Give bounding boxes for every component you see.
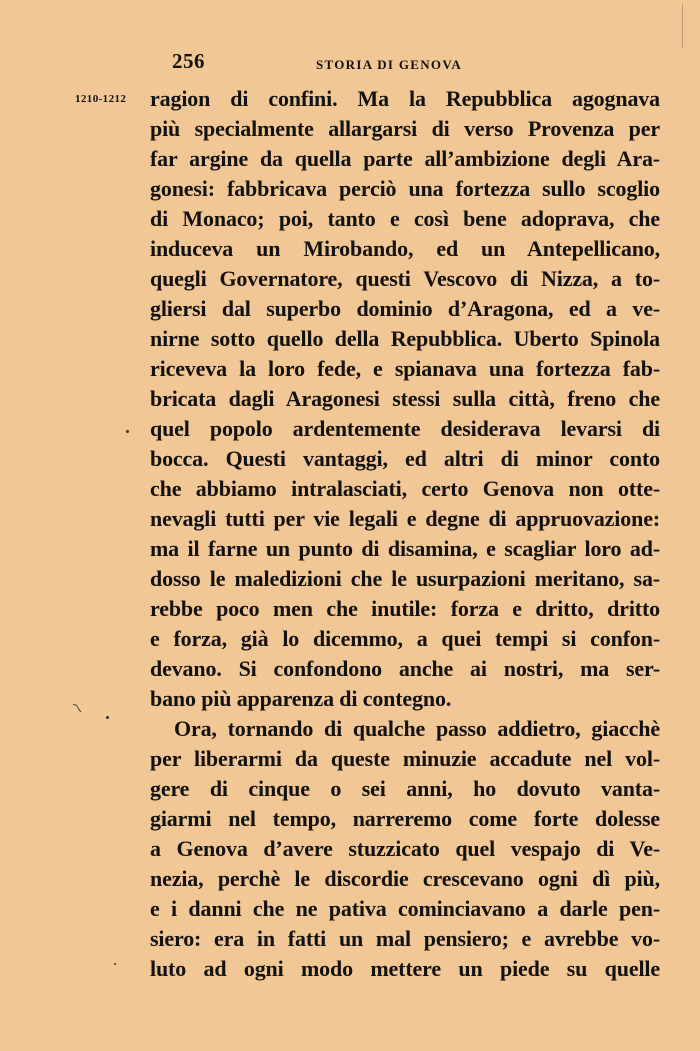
- margin-speck: [106, 716, 109, 719]
- text-line: nevagli tutti per vie legali e degne di appruovazione:: [150, 506, 660, 531]
- page-header: [0, 0, 700, 80]
- text-line: di Monaco; poi, tanto e così bene adoprava, che: [150, 206, 660, 231]
- text-line: più specialmente allargarsi di verso Provenza per: [150, 116, 660, 141]
- text-line: bano più apparenza di contegno.: [150, 686, 452, 711]
- text-line: ragion di confini. Ma la Repubblica agognava: [150, 86, 660, 111]
- text-line: gonesi: fabbricava perciò una fortezza sullo scoglio: [150, 176, 660, 201]
- text-line: gliersi dal superbo dominio d’Aragona, ed a ve-: [150, 296, 660, 321]
- text-line: e i danni che ne pativa cominciavano a darle pen-: [150, 896, 660, 921]
- text-line: far argine da quella parte all’ambizione degli Ara-: [150, 146, 660, 171]
- text-line: siero: era in fatti un mal pensiero; e avrebbe vo-: [150, 926, 660, 951]
- text-line: induceva un Mirobando, ed un Antepellicano,: [150, 236, 660, 261]
- text-line: quel popolo ardentemente desiderava levarsi di: [150, 416, 660, 441]
- text-line: bocca. Questi vantaggi, ed altri di minor conto: [150, 446, 660, 471]
- text-line: devano. Si confondono anche ai nostri, ma ser-: [150, 656, 660, 681]
- text-line: a Genova d’avere stuzzicato quel vespajo di Ve-: [150, 836, 660, 861]
- text-line: quegli Governatore, questi Vescovo di Nizza, a to-: [150, 266, 660, 291]
- margin-speck: [114, 963, 116, 965]
- page-number: 256: [172, 49, 205, 73]
- text-line: bricata dagli Aragonesi stessi sulla città, freno che: [150, 386, 660, 411]
- text-line: rebbe poco men che inutile: forza e dritto, dritto: [150, 596, 660, 621]
- text-line: e forza, già lo dicemmo, a quei tempi si confon-: [150, 626, 660, 651]
- text-line: Ora, tornando di qualche passo addietro, giacchè: [174, 716, 660, 741]
- text-line: che abbiamo intralasciati, certo Genova non otte-: [150, 476, 660, 501]
- text-line: ma il farne un punto di disamina, e scagliar loro ad-: [150, 536, 660, 561]
- text-line: riceveva la loro fede, e spianava una fortezza fab-: [150, 356, 660, 381]
- text-line: dosso le maledizioni che le usurpazioni meritano, sa-: [150, 566, 660, 591]
- running-head: STORIA DI GENOVA: [316, 57, 463, 72]
- text-line: nirne sotto quello della Repubblica. Uberto Spinola: [150, 326, 660, 351]
- margin-squiggle-mark: [72, 703, 82, 713]
- text-line: giarmi nel tempo, narreremo come forte dolesse: [150, 806, 660, 831]
- text-line: gere di cinque o sei anni, ho dovuto vanta-: [150, 776, 660, 801]
- text-line: per liberarmi da queste minuzie accadute nel vol-: [150, 746, 660, 771]
- margin-date-note: 1210-1212: [75, 93, 127, 105]
- margin-speck: [126, 430, 129, 433]
- text-line: nezia, perchè le discordie crescevano ogni dì più,: [150, 866, 660, 891]
- text-line: luto ad ogni modo mettere un piede su quelle: [150, 956, 660, 981]
